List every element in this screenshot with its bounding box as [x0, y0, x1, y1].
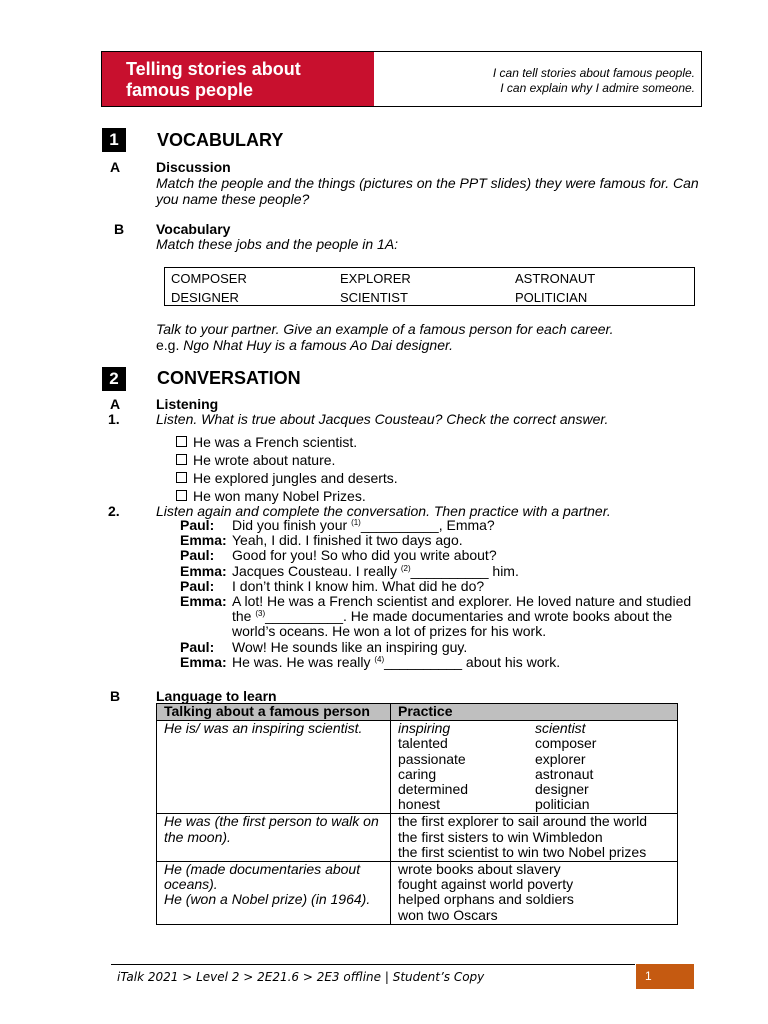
part-letter-2b: B [110, 688, 121, 704]
jobs-word-box [164, 267, 695, 306]
example-line: e.g. Ngo Nhat Huy is a famous Ao Dai designer. [156, 337, 454, 353]
table-row [157, 721, 678, 814]
talk-instruction: Talk to your partner. Give an example of a famous person for each career. [156, 321, 614, 337]
checkbox-icon[interactable] [176, 490, 187, 501]
footer-divider [111, 964, 635, 965]
discussion-instructions: Match the people and the things (pictures on the PPT slides) they were famous for. Can you name these people? [156, 175, 699, 207]
table-cell: the first explorer to sail around the world the first sisters to win Wimbledon the first scientist to win two Nobel prizes [391, 814, 678, 862]
part-letter-2a: A [110, 396, 121, 412]
section-title-conversation: CONVERSATION [157, 368, 301, 388]
table-cell: He was (the first person to walk on the moon). [157, 814, 391, 862]
blank-3: __________. He made documentaries and wrote books about the [265, 608, 673, 625]
speaker: Paul: [180, 638, 215, 655]
checkbox-icon[interactable] [176, 472, 187, 483]
job-word: DESIGNER [171, 290, 239, 305]
header-banner [101, 51, 702, 107]
speaker: Emma: [180, 562, 227, 579]
answer-option[interactable]: He wrote about nature. [176, 451, 398, 469]
blank-4: __________ about his work. [384, 653, 561, 670]
dialogue-line: the $^{(3)}$__________. He made documentaries and wrote books about the [232, 608, 673, 625]
question-number-1: 1. [108, 411, 120, 427]
question-1-text: Listen. What is true about Jacques Cousteau? Check the correct answer. [156, 411, 609, 427]
table-cell: He (made documentaries about oceans). He (won a Nobel prize) (in 1964). [157, 862, 391, 925]
section-title-vocabulary: VOCABULARY [157, 130, 284, 150]
job-word: POLITICIAN [515, 290, 588, 305]
answer-option[interactable]: He was a French scientist. [176, 433, 398, 451]
part-heading-discussion: Discussion [156, 159, 231, 175]
blank-2: __________ him. [410, 562, 519, 579]
language-table [156, 703, 678, 925]
part-heading-language: Language to learn [156, 688, 277, 704]
table-header-row [157, 704, 678, 721]
answer-options [176, 433, 398, 505]
speaker: Emma: [180, 532, 227, 549]
dialogue-line: Emma: A lot! He was a French scientist and explorer. He loved nature and studied [180, 593, 692, 610]
footer-text: iTalk 2021 > Level 2 > 2E21.6 > 2E3 offline | Student’s Copy [117, 970, 485, 984]
speaker: Paul: [180, 547, 215, 564]
dialogue-line: Paul: Good for you! So who did you write about? [180, 547, 497, 564]
dialogue-line: Paul: Wow! He sounds like an inspiring guy. [180, 638, 468, 655]
part-letter-1a: A [110, 159, 121, 175]
dialogue-line: Emma: Jacques Cousteau. I really $^{(2)}$__________ him. [180, 562, 519, 579]
dialogue-line: Paul: I don’t think I know him. What did he do? [180, 577, 485, 594]
table-cell: inspiring scientist talented composer passionate explorer caring astronaut determined designer honest politician [391, 721, 678, 814]
learning-goals: I can tell stories about famous people. I can explain why I admire someone. [492, 66, 695, 95]
answer-option[interactable]: He explored jungles and deserts. [176, 469, 398, 487]
section-number-2: 2 [102, 367, 126, 391]
table-cell: He is/ was an inspiring scientist. [157, 721, 391, 814]
dialogue-line: Paul: Did you finish your $^{(1)}$__________, Emma? [180, 517, 495, 533]
table-row [157, 814, 678, 862]
speaker: Paul: [180, 517, 215, 533]
speaker: Paul: [180, 577, 215, 594]
dialogue-line: Emma: He was. He was really $^{(4)}$__________ about his work. [180, 653, 561, 670]
table-header: Practice [391, 704, 678, 721]
speaker: Emma: [180, 593, 227, 610]
table-header: Talking about a famous person [157, 704, 391, 721]
page-number-badge: 1 [636, 964, 694, 989]
vocabulary-instructions: Match these jobs and the people in 1A: [156, 236, 399, 252]
dialogue-line: Emma: Yeah, I did. I finished it two days ago. [180, 532, 463, 549]
header-red-panel [102, 52, 374, 106]
speaker: Emma: [180, 653, 227, 670]
job-word: ASTRONAUT [515, 271, 596, 286]
table-cell: wrote books about slavery fought against world poverty helped orphans and soldiers won two Oscars [391, 862, 678, 925]
question-number-2: 2. [108, 503, 120, 519]
dialogue [180, 518, 691, 670]
job-word: COMPOSER [171, 271, 247, 286]
job-word: EXPLORER [340, 271, 411, 286]
answer-option[interactable]: He won many Nobel Prizes. [176, 487, 398, 505]
dialogue-line: world’s oceans. He won a lot of prizes for his work. [232, 623, 547, 640]
part-heading-listening: Listening [156, 396, 219, 412]
part-letter-1b: B [114, 221, 125, 237]
section-number-1: 1 [102, 128, 126, 152]
checkbox-icon[interactable] [176, 454, 187, 465]
question-2-text: Listen again and complete the conversation. Then practice with a partner. [156, 503, 611, 519]
job-word: SCIENTIST [340, 290, 408, 305]
blank-1: __________, Emma? [360, 517, 495, 533]
page-title: Telling stories about famous people [126, 59, 301, 100]
part-heading-vocabulary: Vocabulary [156, 221, 231, 237]
table-row [157, 862, 678, 925]
checkbox-icon[interactable] [176, 436, 187, 447]
